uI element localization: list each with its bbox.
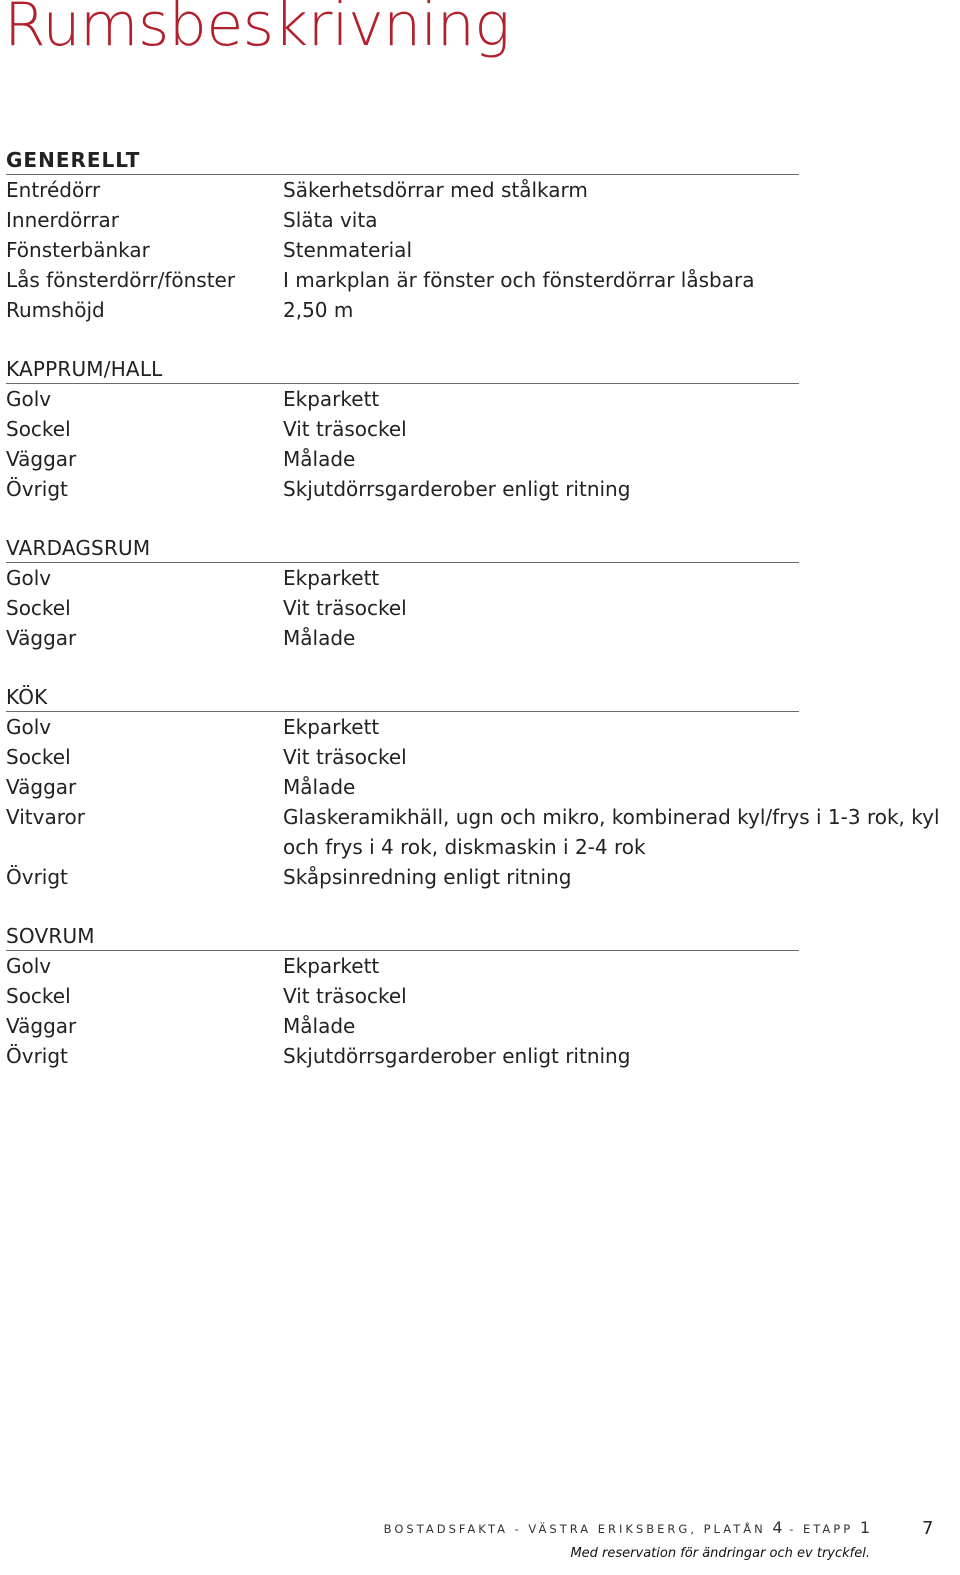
row-label: Väggar	[6, 1014, 77, 1038]
footer-part: - ETAPP	[782, 1522, 860, 1536]
row-label: Golv	[6, 715, 52, 739]
row-value: Skjutdörrsgarderober enligt ritning	[283, 477, 631, 501]
row-value: Glaskeramikhäll, ugn och mikro, kombinerad kyl/frys i 1-3 rok, kyl och frys i 4 rok, diskmaskin i 2-4 rok	[283, 805, 940, 859]
row-label: Väggar	[6, 775, 77, 799]
row-label: Övrigt	[6, 1044, 68, 1068]
table-row	[6, 175, 956, 205]
table-row	[6, 742, 956, 772]
section-heading: KAPPRUM/HALL	[6, 355, 799, 384]
footer-number: 4	[772, 1518, 783, 1537]
row-value: Ekparkett	[283, 387, 380, 411]
row-label: Övrigt	[6, 865, 68, 889]
row-label: Övrigt	[6, 477, 68, 501]
row-label: Väggar	[6, 447, 77, 471]
section-heading: VARDAGSRUM	[6, 534, 799, 563]
row-value: Vit träsockel	[283, 596, 407, 620]
row-value: Målade	[283, 447, 356, 471]
section-kapprum-hall	[6, 355, 956, 504]
footer-document-title	[384, 1518, 870, 1537]
room-description	[6, 146, 956, 1101]
row-value: Målade	[283, 1014, 356, 1038]
row-label: Väggar	[6, 626, 77, 650]
section-kok	[6, 683, 956, 892]
table-row	[6, 593, 956, 623]
table-row	[6, 802, 956, 862]
table-row	[6, 772, 956, 802]
row-label: Lås fönsterdörr/fönster	[6, 268, 236, 292]
table-row	[6, 1011, 956, 1041]
table-row	[6, 862, 956, 892]
table-row	[6, 235, 956, 265]
table-row	[6, 981, 956, 1011]
row-label: Entrédörr	[6, 178, 101, 202]
section-heading: KÖK	[6, 683, 799, 712]
row-label: Sockel	[6, 417, 71, 441]
table-row	[6, 414, 956, 444]
row-label: Fönsterbänkar	[6, 238, 150, 262]
row-value: Vit träsockel	[283, 984, 407, 1008]
table-row	[6, 384, 956, 414]
page-number: 7	[922, 1518, 934, 1539]
row-value: Skjutdörrsgarderober enligt ritning	[283, 1044, 631, 1068]
footer-number: 1	[859, 1518, 870, 1537]
table-row	[6, 295, 956, 325]
row-value: Ekparkett	[283, 954, 380, 978]
row-value: Ekparkett	[283, 566, 380, 590]
footer-part: BOSTADSFAKTA - VÄSTRA ERIKSBERG, PLATÅN	[383, 1522, 773, 1536]
row-label: Sockel	[6, 984, 71, 1008]
row-label: Sockel	[6, 596, 71, 620]
section-generellt	[6, 146, 956, 325]
row-value: Vit träsockel	[283, 417, 407, 441]
row-label: Sockel	[6, 745, 71, 769]
section-heading: SOVRUM	[6, 922, 799, 951]
row-label: Golv	[6, 954, 52, 978]
row-value: Säkerhetsdörrar med stålkarm	[283, 178, 588, 202]
row-label: Innerdörrar	[6, 208, 119, 232]
table-row	[6, 623, 956, 653]
table-row	[6, 563, 956, 593]
table-row	[6, 205, 956, 235]
table-row	[6, 474, 956, 504]
footer-disclaimer: Med reservation för ändringar och ev tryckfel.	[570, 1546, 870, 1561]
section-vardagsrum	[6, 534, 956, 653]
row-value: Vit träsockel	[283, 745, 407, 769]
row-value: Målade	[283, 626, 356, 650]
row-label: Vitvaror	[6, 805, 85, 829]
section-sovrum	[6, 922, 956, 1071]
table-row	[6, 265, 956, 295]
table-row	[6, 712, 956, 742]
row-label: Rumshöjd	[6, 298, 105, 322]
row-value: Ekparkett	[283, 715, 380, 739]
row-value: Släta vita	[283, 208, 378, 232]
table-row	[6, 951, 956, 981]
table-row	[6, 444, 956, 474]
row-value: Skåpsinredning enligt ritning	[283, 865, 572, 889]
row-value: 2,50 m	[283, 298, 354, 322]
row-value: Målade	[283, 775, 356, 799]
table-row	[6, 1041, 956, 1071]
row-value: I markplan är fönster och fönsterdörrar låsbara	[283, 268, 755, 292]
row-label: Golv	[6, 566, 52, 590]
row-value: Stenmaterial	[283, 238, 412, 262]
section-heading: GENERELLT	[6, 146, 799, 175]
row-label: Golv	[6, 387, 52, 411]
page-title: Rumsbeskrivning	[4, 0, 510, 60]
